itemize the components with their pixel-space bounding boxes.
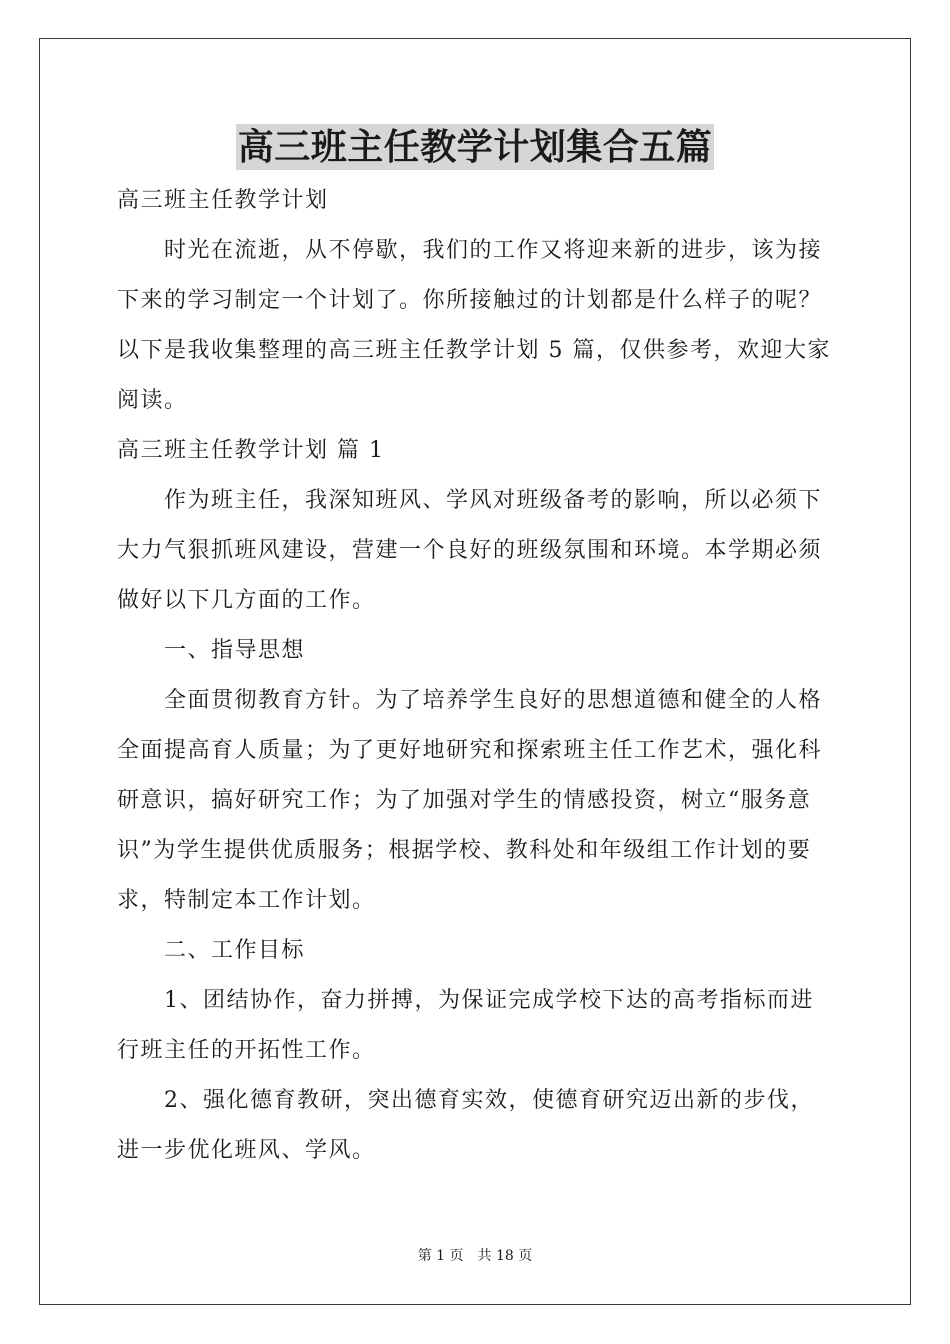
body-line: 一、指导思想 — [164, 638, 306, 663]
document-title-text: 高三班主任教学计划集合五篇 — [237, 126, 713, 168]
body-line: 求，特制定本工作计划。 — [117, 888, 376, 913]
body-line: 识”为学生提供优质服务；根据学校、教科处和年级组工作计划的要 — [117, 838, 812, 863]
body-line: 做好以下几方面的工作。 — [117, 588, 376, 613]
body-line: 全面贯彻教育方针。为了培养学生良好的思想道德和健全的人格 — [164, 688, 823, 713]
body-line: 以下是我收集整理的高三班主任教学计划 5 篇，仅供参考，欢迎大家 — [117, 338, 831, 363]
body-line: 高三班主任教学计划 篇 1 — [117, 438, 385, 463]
body-line: 阅读。 — [117, 388, 188, 413]
body-line: 行班主任的开拓性工作。 — [117, 1038, 376, 1063]
body-line: 全面提高育人质量；为了更好地研究和探索班主任工作艺术，强化科 — [117, 738, 823, 763]
body-line: 作为班主任，我深知班风、学风对班级备考的影响，所以必须下 — [164, 488, 823, 513]
body-line: 高三班主任教学计划 — [117, 188, 329, 213]
page-footer — [0, 1246, 950, 1266]
body-line: 研意识，搞好研究工作；为了加强对学生的情感投资，树立“服务意 — [117, 788, 812, 813]
body-line: 二、工作目标 — [164, 938, 306, 963]
page-number: 第 1 页 — [417, 1248, 464, 1264]
body-line: 时光在流逝，从不停歇，我们的工作又将迎来新的进步，该为接 — [164, 238, 823, 263]
document-title — [0, 124, 950, 170]
body-line: 下来的学习制定一个计划了。你所接触过的计划都是什么样子的呢？ — [117, 288, 823, 313]
page-total: 共 18 页 — [477, 1248, 533, 1264]
body-line: 大力气狠抓班风建设，营建一个良好的班级氛围和环境。本学期必须 — [117, 538, 823, 563]
body-line: 进一步优化班风、学风。 — [117, 1138, 376, 1163]
body-line: 2、强化德育教研，突出德育实效，使德育研究迈出新的步伐， — [164, 1088, 814, 1113]
body-line: 1、团结协作，奋力拼搏，为保证完成学校下达的高考指标而进 — [164, 988, 814, 1013]
document-body — [117, 176, 833, 1176]
